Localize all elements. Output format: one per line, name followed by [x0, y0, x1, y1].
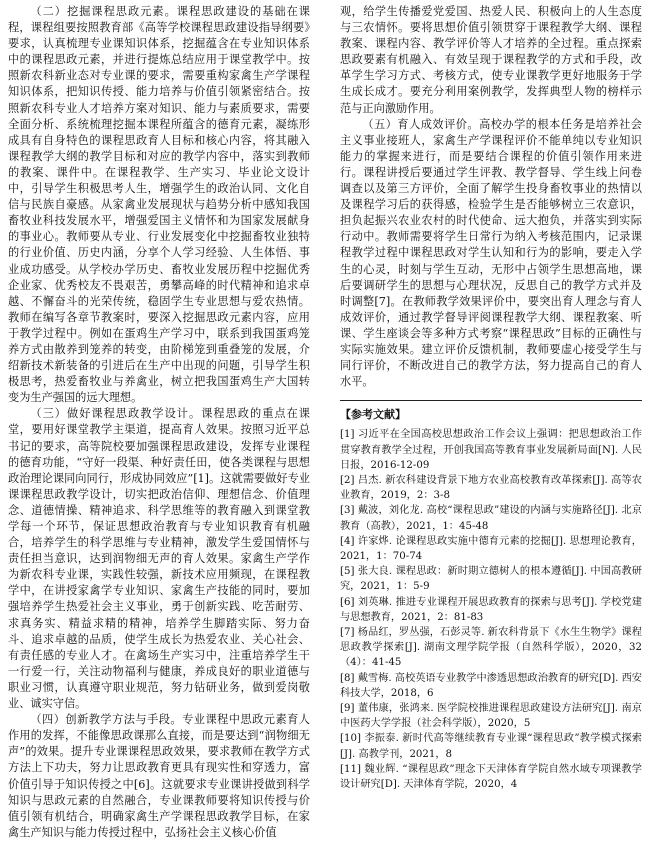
section-5-paragraph: （五）育人成效评价。高校办学的根本任务是培养社会主义事业接班人，家禽生产学课程评价不能单纯以专业知识能力的掌握来进行，而是要结合课程的价值引领作用来进行。课程讲授后要通过学生评教、教学督导、学生线上问卷调查以及第三方评价，全面了解学生投身畜牧事业的热情以及课程学习后的获得感，检验学生是否能够树立三农意识，担负起振兴农业农村的时代使命、远大抱负，并落实到实际行动中。教师需要将学生日常行为纳入考核范围内，记录课程教学过程中课程思政对学生认知和行为的影响，要走入学生的心灵，时刻与学生互动，无形中占领学生思想高地，课后要调研学生的思想与心理状况，反思自己的教学方式并及时调整[7]。在教师教学效果评价中，要突出育人理念与育人成效评价，通过教学督导评阅课程教学大纲、课程教案、听课、学生座谈会等多种方式考察“课程思政”目标的正确性与实际实施效果。建立评价反馈机制，教师要虚心接受学生与同行评价，不断改进自己的教学方法，努力提高自己的育人水平。	[340, 117, 642, 389]
references-title: 【参考文献】	[340, 408, 406, 422]
reference-item: [11] 魏业辉. “课程思政”理念下天津体育学院自然水域专项课教学设计研究[D]. 天津体育学院，2020，4	[340, 763, 642, 791]
section-3-paragraph: （三）做好课程思政教学设计。课程思政的重点在课堂，要用好课堂教学主渠道，提高育人效果。按照习近平总书记的要求，高等院校要加强课程思政建设，发挥专业课程的德育功能，“守好一段渠、种好责任田，使各类课程与思想政治理论课同向同行，形成协同效应”[1]。这就需要做好专业课课程思政教学设计，切实把政治信仰、理想信念、价值理念、道德情操、精神追求、科学思维等的教育融入到课堂教学每一个环节，保证思想政治教育与专业知识教育有机融合，培养学生的科学思维与专业精神，激发学生爱国情怀与责任担当意识，达到润物细无声的育人效果。家禽生产学作为新农科专业课，实践性较强，新技术应用频现，在课程教学中，在讲授家禽学专业知识、家禽生产技能的同时，要加强培养学生热爱社会主义事业，勇于创新实践、吃苦耐劳、求真务实、精益求精的精神，培养学生脚踏实际、努力奋斗、追求卓越的品质，使学生成长为热爱农业、关心社会、有责任感的专业人才。在禽场生产实习中，注重培养学生干一行爱一行，关注动物福利与健康，养成良好的职业道德与职业习惯，认真遵守职业规范，努力钻研业务，做到爱岗敬业、诚实守信。	[8, 407, 310, 711]
reference-item: [3] 戴波，刘化龙. 高校“课程思政”建设的内涵与实施路径[J]. 北京教育（高教），2021，1：45-48	[340, 505, 642, 532]
reference-item: [8] 戴雪梅. 高校英语专业教学中渗透思想政治教育的研究[D]. 西安科技大学，2018，6	[340, 672, 642, 699]
reference-item: [9] 董伟康，张鸿来. 医学院校推进课程思政建设方法研究[J]. 南京中医药大学学报（社会科学版），2020，5	[340, 703, 642, 730]
reference-item: [4] 许家烨. 论课程思政实施中德育元素的挖掘[J]. 思想理论教育，2021，1：70-74	[340, 535, 642, 562]
section-2-paragraph: （二）挖掘课程思政元素。课程思政建设的基础在课程，课程组要按照教育部《高等学校课程思政建设指导纲要》要求，认真梳理专业课知识体系，挖掘蕴含在专业知识体系中的课程思政元素，并进行提炼总结应用于课堂教学中。按照新农科新业态对专业课的要求，需要重构家禽生产学课程知识体系，把知识传授、能力培养与价值引领紧密结合。按照新农科专业人才培养方案对知识、能力与素质要求，需要全面分析、系统梳理挖掘本课程所蕴含的德育元素，凝练形成具有自身特色的课程思政育人目标和核心内容，将其融入课程教学大纲的教学目标和对应的教学内容中，落实到教师的教案、课件中。在课程教学、生产实习、毕业论文设计中，引导学生积极思考人生，增强学生的政治认同、文化自信与民族自豪感。从家禽业发展现状与趋势分析中感知我国畜牧业科技发展水平，增强爱国主义情怀和为国家发展献身的事业心。教师要从专业、行业发展变化中挖掘畜牧业独特的行业价值、历史内涵，分享个人学习经验、人生体悟、事业成功感受。从学校办学历史、畜牧业发展历程中挖掘优秀企业家、优秀校友不畏艰苦，勇攀高峰的时代精神和追求卓越、不懈奋斗的光荣传统，稳固学生专业思想与爱农热情。教师在编写各章节教案时，要深入挖掘思政元素内容，应用于教学过程中。例如在蛋鸡生产学习中，联系到我国蛋鸡笼养方式由散养到笼养的转变，由阶梯笼到重叠笼的发展，介绍新技术新装备的引进后在生产中出现的问题，引导学生积极思考，热爱畜牧业与养禽业，树立把我国蛋鸡生产大国转变为生产强国的远大理想。	[8, 5, 310, 405]
left-column	[8, 4, 310, 841]
right-column	[340, 4, 642, 792]
reference-item: [7] 杨品红，罗丛强，石彭灵等. 新农科背景下《水生生物学》课程思政教学探索[J]. 湖南文理学院学报（自然科学版），2020，32（4）：41-45	[340, 626, 642, 669]
reference-item: [2] 吕杰. 新农科建设背景下地方农业高校教育改革探索[J]. 高等农业教育，2019，2：3-8	[340, 474, 642, 502]
reference-item: [1] 习近平在全国高校思想政治工作会议上强调：把思想政治工作贯穿教育教学全过程，开创我国高等教育事业发展新局面[N]. 人民日报，2016-12-09	[340, 429, 642, 471]
reference-item: [5] 张大良. 课程思政：新时期立德树人的根本遵循[J]. 中国高教研究，2021，1：5-9	[340, 566, 642, 593]
section-4-paragraph: （四）创新教学方法与手段。专业课程中思政元素育人作用的发挥，不能像思政课那么直接，而是要达到“润物细无声”的效果。提升专业课课程思政效果，要求教师在教学方式方法上下功夫，努力让思政教育更具有现实性和穿透力，富价值引导于知识传授之中[6]。这就要求专业课讲授做到科学知识与思政元素的自然融合，专业课教师要将知识传授与价值引领有机结合，明确家禽生产学课程思政教学目标，在家禽生产知识与能力传授过程中，弘扬社会主义核心价值	[8, 713, 310, 839]
section-4-continued-paragraph: 观，给学生传播爱党爱国、热爱人民、积极向上的人生态度与三农情怀。要将思想价值引领贯穿于课程教学大纲、课程教案、课程内容、教学评价等人才培养的全过程。重点探索思政要素有机融入、有效呈现于课程教学的方式和手段，改革学生学习方式、考核方式，使专业课教学更好地服务于学生成长成才。要充分利用案例教学，发挥典型人物的榜样示范与正向激励作用。	[340, 5, 642, 115]
reference-item: [10] 李振泰. 新时代高等继续教育专业课“课程思政”教学模式探索[J]. 高教学刊，2021，8	[340, 733, 642, 760]
references-section	[340, 400, 642, 792]
reference-item: [6] 刘英琳. 推进专业课程开展思政教育的探索与思考[J]. 学校党建与思想教育，2021，2：81-83	[340, 596, 642, 623]
